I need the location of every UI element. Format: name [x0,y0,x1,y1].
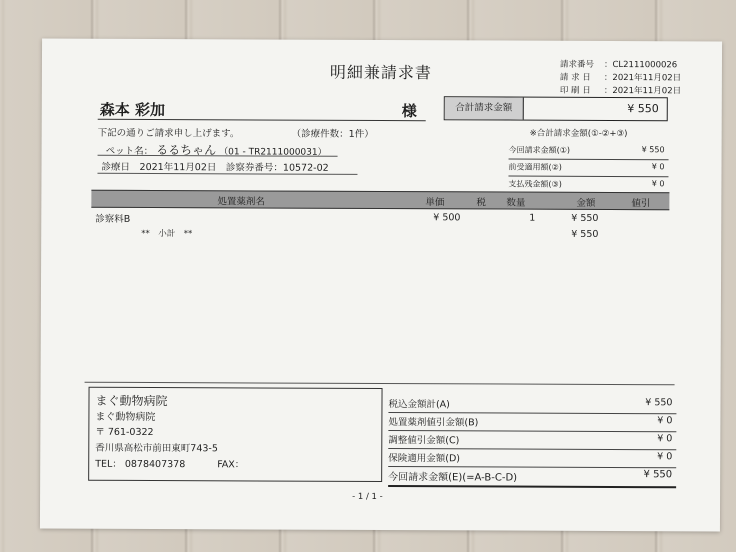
header-tax: 税 [476,197,486,209]
customer-name: 森本 彩加 [99,100,166,120]
line-item-qty: 1 [529,212,536,224]
clinic-name-large: まぐ動物病院 [95,393,168,409]
total-label: 合計請求金額 [445,97,524,119]
clinic-fax: FAX： [217,459,245,471]
summary-row-c: 調整値引金額(C) ¥ 0 [388,432,676,450]
clinic-info-box [88,387,382,482]
document-title: 明細兼請求書 [329,62,432,83]
intro-text: 下記の通りご請求申し上げます。 [97,127,240,140]
summary-row-d: 保険適用金額(D) ¥ 0 [388,450,676,468]
visit-date-row: 診療日 2021年11月02日 診察券番号：10572-02 [101,161,329,174]
total-amount-box [444,96,668,121]
page-number: - 1 / 1 - [352,491,383,503]
pet-label: ペット名： [105,145,154,158]
header-price: 単価 [425,197,445,209]
sub-row-current: 今回請求金額(①) ¥ 550 [509,145,669,161]
invoice-paper [40,39,722,532]
items-table-header [91,190,669,211]
line-item-amount: ¥ 550 [571,212,599,224]
visit-underline [97,173,357,175]
invoice-date: 請 求 日 ：2021年11月02日 [559,72,682,84]
pet-id: （01 - TR2111000031） [219,147,327,158]
footer-divider [85,382,675,386]
clinic-name: まぐ動物病院 [95,411,156,424]
clinic-address: 香川県高松市前田東町743-5 [95,442,218,455]
total-formula: ※合計請求金額(①-②+③) [529,128,628,140]
line-item-name: 診察料B [95,213,131,225]
header-item: 処置薬剤名 [217,196,265,208]
total-amount: ¥ 550 [627,102,659,116]
summary-row-b: 処置薬剤値引金額(B) ¥ 0 [388,414,676,432]
summary-row-e: 今回請求金額(E)(=A-B-C-D) ¥ 550 [388,468,676,488]
sub-row-advance: 前受適用額(②) ¥ 0 [508,162,668,178]
subtotal-label: ** 小計 ** [141,228,193,240]
invoice-number: 請求番号 ：CL2111000026 [559,59,678,71]
header-discount: 値引 [631,198,651,210]
visit-count: （診療件数：1件） [291,128,374,140]
name-underline [98,119,426,121]
header-qty: 数量 [506,197,526,209]
honorific: 様 [401,102,417,121]
clinic-tel: TEL： 0878407378 [95,458,186,471]
line-item-price: ¥ 500 [433,212,461,224]
subtotal-amount: ¥ 550 [571,228,599,240]
header-amount: 金額 [576,197,596,209]
sub-row-remaining: 支払残金額(③) ¥ 0 [508,179,668,195]
pet-name: るるちゃん [156,143,217,158]
clinic-postal: 〒 761-0322 [95,426,154,439]
summary-row-a: 税込金額計(A) ¥ 550 [388,396,676,414]
print-date: 印 刷 日 ：2021年11月02日 [559,85,682,97]
